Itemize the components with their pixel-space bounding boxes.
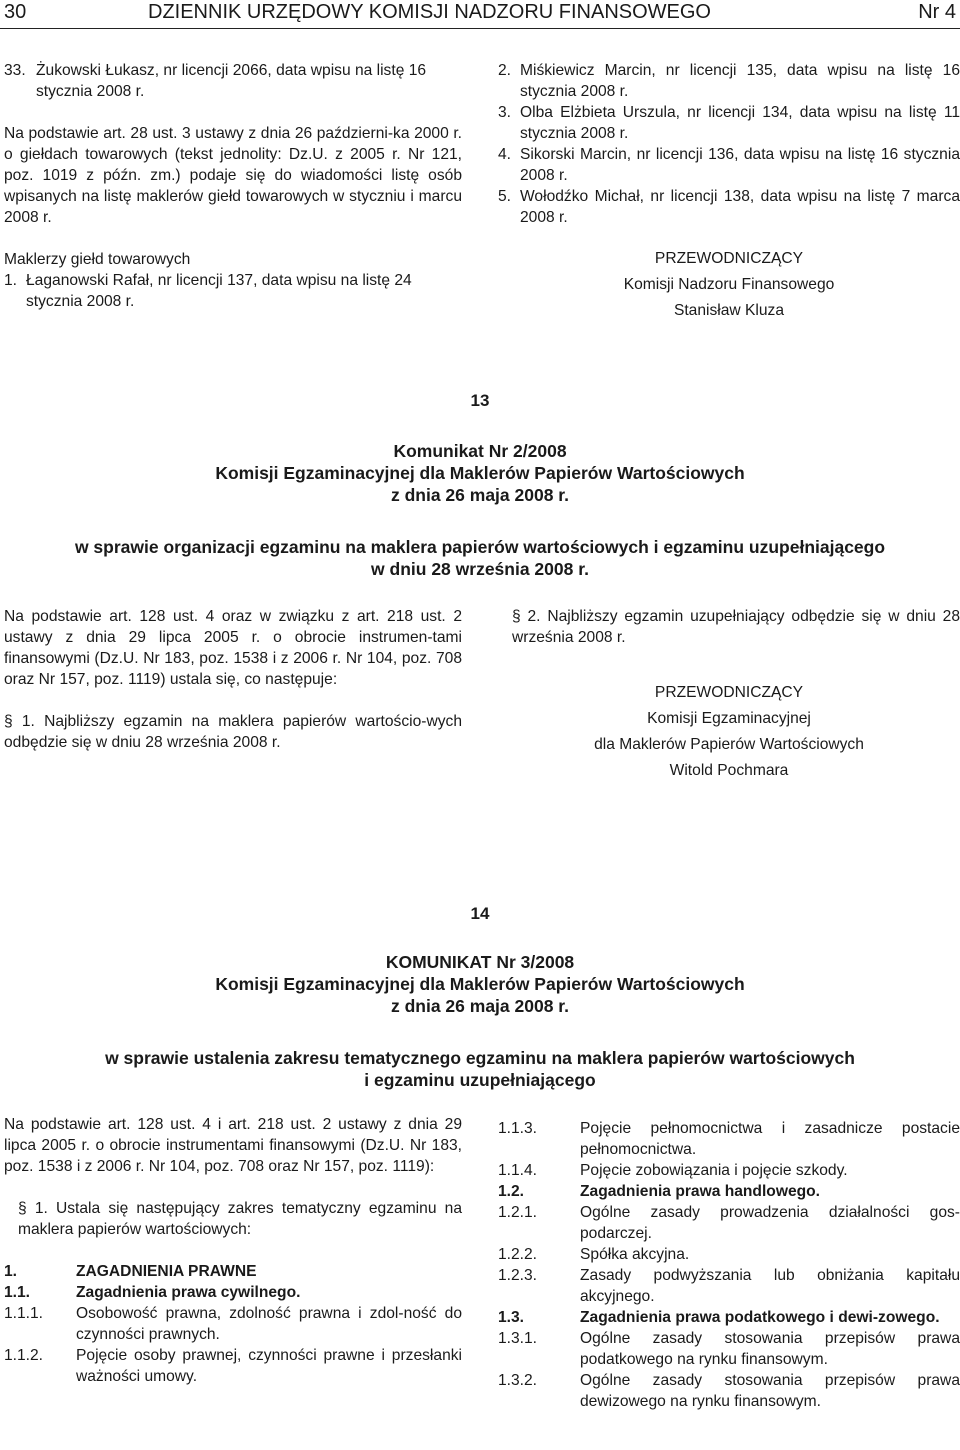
section14-title (0, 951, 960, 1017)
outline-item (4, 1282, 462, 1303)
outline-item-code: 1.1.1. (4, 1305, 44, 1322)
outline-item-code: 1.1. (4, 1284, 31, 1301)
section14-right-column (498, 1118, 960, 1412)
outline-item (498, 1370, 960, 1412)
outline-item (498, 1181, 960, 1202)
outline-item (4, 1345, 462, 1387)
list-item (4, 270, 462, 312)
signature-body: Komisji Nadzoru Finansowego (623, 276, 835, 293)
list-item-number: 4. (498, 146, 512, 163)
outline-item-code: 1.2.3. (498, 1267, 538, 1284)
outline-item-text: Pojęcie osoby prawnej, czynności prawne i przesłanki ważności umowy. (76, 1347, 462, 1385)
outline-item (498, 1265, 960, 1307)
outline-item (498, 1118, 960, 1160)
outline-item-code: 1.1.2. (4, 1347, 44, 1364)
outline-item-code: 1. (4, 1263, 18, 1280)
section13-subject (0, 536, 960, 580)
outline-item (498, 1202, 960, 1244)
outline-item (498, 1244, 960, 1265)
list-item (498, 60, 960, 102)
section13-title-line3: z dnia 26 maja 2008 r. (390, 485, 570, 505)
journal-title: DZIENNIK URZĘDOWY KOMISJI NADZORU FINANSOWEGO (148, 1, 711, 23)
list-item-number: 1. (4, 272, 18, 289)
outline-item (4, 1261, 462, 1282)
issue-number: Nr 4 (918, 1, 956, 23)
section14-title-line1: KOMUNIKAT Nr 3/2008 (385, 952, 575, 972)
outline-item-text: Zagadnienia prawa podatkowego i dewi-zowego. (580, 1309, 940, 1326)
section14-subject (0, 1047, 960, 1091)
section12-subheading: Maklerzy giełd towarowych (4, 251, 191, 268)
outline-item-text: Ogólne zasady prowadzenia działalności gos-podarczej. (580, 1204, 960, 1242)
list-item-number: 33. (4, 62, 26, 79)
outline-item-code: 1.3.2. (498, 1372, 538, 1389)
section14-intro: Na podstawie art. 128 ust. 4 i art. 218 ust. 2 ustawy z dnia 29 lipca 2005 r. o obrocie instrumentami finansowymi (Dz.U. Nr 183, poz. 1538 i z 2006 r. Nr 104, poz. 708 oraz Nr 157, poz. 1119): (4, 1116, 462, 1175)
outline-item-code: 1.3. (498, 1309, 525, 1326)
outline-item-code: 1.2. (498, 1183, 525, 1200)
list-item-text: Wołodźko Michał, nr licencji 138, data wpisu na listę 7 marca 2008 r. (520, 188, 960, 226)
signature-name: Stanisław Kluza (673, 302, 785, 319)
outline-item-text: Zagadnienia prawa cywilnego. (76, 1284, 301, 1301)
section13-intro: Na podstawie art. 128 ust. 4 oraz w związku z art. 218 ust. 2 ustawy z dnia 29 lipca 2005 r. o obrocie instrumen-tami finansowymi (Dz.U. Nr 183, poz. 1538 i z 2006 r. Nr 104, poz. 708 oraz Nr 157, poz. 1119) ustala się, co następuje: (4, 608, 462, 688)
outline-item-text: Ogólne zasady stosowania przepisów prawa dewizowego na rynku finansowym. (580, 1372, 960, 1410)
list-item (498, 102, 960, 144)
section14-title-line2: Komisji Egzaminacyjnej dla Maklerów Papierów Wartościowych (215, 974, 745, 994)
outline-item-code: 1.2.1. (498, 1204, 538, 1221)
signature-role: PRZEWODNICZĄCY (654, 684, 804, 701)
outline-item (498, 1307, 960, 1328)
outline-item-text: Zagadnienia prawa handlowego. (580, 1183, 821, 1200)
section13-right-column (498, 606, 960, 648)
outline-item (498, 1328, 960, 1370)
section13-subject-line1: w sprawie organizacji egzaminu na maklera papierów wartościowych i egzaminu uzupełniającego (74, 537, 886, 557)
section13-subject-line2: w dniu 28 września 2008 r. (371, 559, 589, 579)
list-item-text: Sikorski Marcin, nr licencji 136, data wpisu na listę 16 stycznia 2008 r. (520, 146, 960, 184)
outline-item-code: 1.1.4. (498, 1162, 538, 1179)
signature-role: PRZEWODNICZĄCY (654, 250, 804, 267)
signature-body: dla Maklerów Papierów Wartościowych (594, 736, 864, 753)
section12-intro: Na podstawie art. 28 ust. 3 ustawy z dnia 26 październi-ka 2000 r. o giełdach towarowych (tekst jednolity: Dz.U. z 2005 r. Nr 121, poz. 1019 z późn. zm.) podaje się do wiadomości listę osób wpisanych na listę maklerów giełd towarowych w styczniu i marcu 2008 r. (4, 125, 462, 226)
outline-item-text: Zasady podwyższania lub obniżania kapitału akcyjnego. (580, 1267, 960, 1305)
section12-left-column (4, 60, 462, 312)
list-item-text: Żukowski Łukasz, nr licencji 2066, data wpisu na listę 16 stycznia 2008 r. (36, 62, 427, 100)
outline-item-text: Pojęcie zobowiązania i pojęcie szkody. (580, 1162, 848, 1179)
topic-outline-left (4, 1261, 462, 1387)
list-item (498, 186, 960, 228)
section12-signature (498, 246, 960, 324)
list-item-text: Łaganowski Rafał, nr licencji 137, data wpisu na listę 24 stycznia 2008 r. (26, 272, 412, 310)
outline-item-text: Spółka akcyjna. (580, 1246, 690, 1263)
page-number: 30 (4, 1, 27, 23)
section13-left-column (4, 606, 462, 753)
page-header (0, 0, 960, 29)
section13-signature (498, 680, 960, 784)
list-item-number: 5. (498, 188, 512, 205)
outline-item-text: ZAGADNIENIA PRAWNE (76, 1263, 257, 1280)
section13-title-line2: Komisji Egzaminacyjnej dla Maklerów Papierów Wartościowych (215, 463, 745, 483)
outline-item-text: Osobowość prawna, zdolność prawna i zdol-ność do czynności prawnych. (76, 1305, 462, 1343)
section12-right-column (498, 60, 960, 228)
outline-item-code: 1.3.1. (498, 1330, 538, 1347)
outline-item-text: Ogólne zasady stosowania przepisów prawa podatkowego na rynku finansowym. (580, 1330, 960, 1368)
section13-paragraph-1: § 1. Najbliższy egzamin na maklera papierów wartościo-wych odbędzie się w dniu 28 września 2008 r. (4, 713, 462, 751)
list-item (498, 144, 960, 186)
section14-number: 14 (470, 904, 490, 923)
outline-item (4, 1303, 462, 1345)
signature-body: Komisji Egzaminacyjnej (647, 710, 811, 727)
section14-subject-line2: i egzaminu uzupełniającego (364, 1070, 596, 1090)
outline-item (498, 1160, 960, 1181)
outline-item-code: 1.2.2. (498, 1246, 538, 1263)
section14-subject-line1: w sprawie ustalenia zakresu tematycznego egzaminu na maklera papierów wartościowych (105, 1048, 855, 1068)
list-item-number: 3. (498, 104, 512, 121)
signature-name: Witold Pochmara (669, 762, 789, 779)
section13-number: 13 (470, 391, 490, 410)
list-item-number: 2. (498, 62, 512, 79)
topic-outline-right (498, 1118, 960, 1412)
outline-item-code: 1.1.3. (498, 1120, 538, 1137)
section13-title-line1: Komunikat Nr 2/2008 (393, 441, 567, 461)
section14-title-line3: z dnia 26 maja 2008 r. (390, 996, 570, 1016)
list-item-text: Miśkiewicz Marcin, nr licencji 135, data wpisu na listę 16 stycznia 2008 r. (520, 62, 960, 100)
section13-paragraph-2: § 2. Najbliższy egzamin uzupełniający odbędzie się w dniu 28 września 2008 r. (512, 608, 960, 646)
section13-title (0, 440, 960, 506)
outline-item-text: Pojęcie pełnomocnictwa i zasadnicze postacie pełnomocnictwa. (580, 1120, 960, 1158)
list-item-text: Olba Elżbieta Urszula, nr licencji 134, data wpisu na listę 11 stycznia 2008 r. (520, 104, 960, 142)
list-item (4, 60, 462, 102)
section14-left-column (4, 1114, 462, 1387)
section14-paragraph-1: § 1. Ustala się następujący zakres tematyczny egzaminu na maklera papierów wartościowych: (18, 1200, 462, 1238)
